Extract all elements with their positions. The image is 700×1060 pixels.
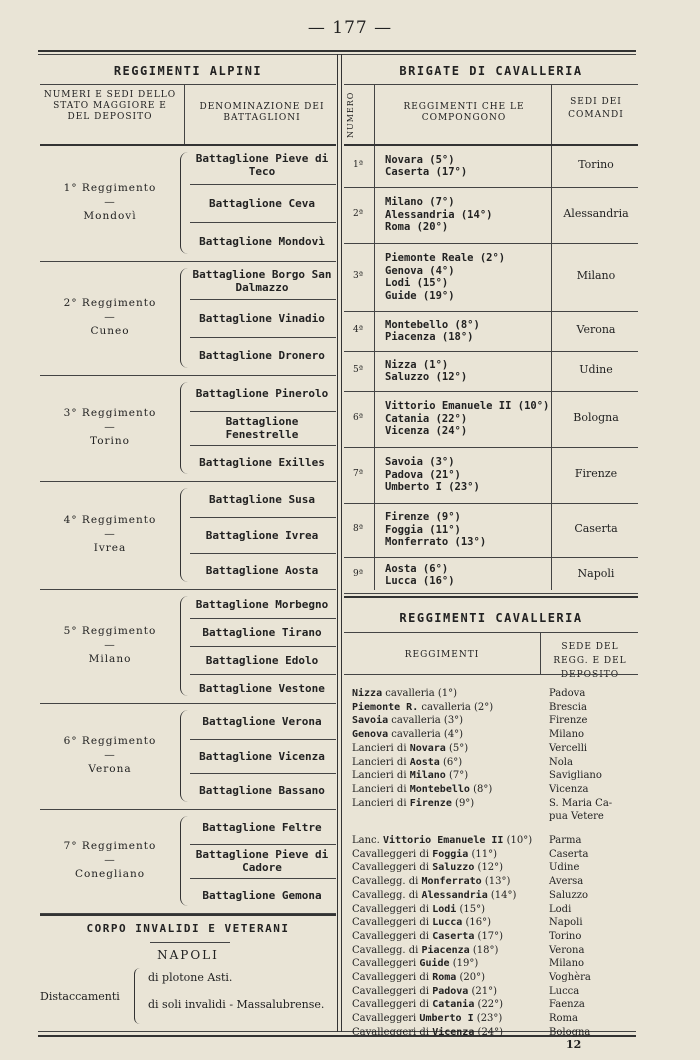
battalion-name: Battaglione Bassano xyxy=(199,784,325,798)
battalion-divider xyxy=(190,773,336,774)
cavalry-name: Roma xyxy=(432,972,457,983)
brigade-sede: Bologna xyxy=(573,411,619,424)
regiment-seat: Milano xyxy=(88,653,132,665)
alpini-col2-header: DENOMINAZIONE DEI BATTAGLIONI xyxy=(199,102,325,123)
battalion-divider xyxy=(190,844,336,845)
cavalry-name: Foggia xyxy=(432,848,469,860)
cavalry-name: Milano xyxy=(409,770,446,782)
battalion-name: Battaglione Vicenza xyxy=(199,749,325,763)
cavalry-regiment: Lancieri di Firenze (9°) xyxy=(352,797,475,809)
regiment-divider xyxy=(40,809,336,810)
cavalry-regiment: Cavalleggeri Guide (19°) xyxy=(352,958,479,970)
cavalry-sede: Lodi xyxy=(549,903,572,915)
bottom-rule xyxy=(38,1035,636,1037)
cavalry-regiment: Lancieri di Milano (7°) xyxy=(352,770,469,782)
battalion-divider xyxy=(190,222,336,223)
brigade-regiment: Roma (20°) xyxy=(385,221,449,234)
battalion-divider xyxy=(190,517,336,518)
cavalry-sede: Bologna xyxy=(549,1026,591,1038)
brigade-regiment: Savoia (3°) xyxy=(385,456,455,469)
cavalry-regiment: Cavallegg. di Monferrato (13°) xyxy=(352,876,511,888)
battalion-name: Battaglione Ceva xyxy=(209,196,315,210)
battalion-divider xyxy=(190,184,336,185)
brigate-col-num: NUMERO xyxy=(346,91,355,139)
cavalry-name: Piemonte R. xyxy=(352,701,419,713)
battalion-divider xyxy=(190,553,336,554)
battalion-name: Battaglione Pieve di Cadore xyxy=(195,848,329,874)
brigade-divider xyxy=(344,447,638,448)
regiment-divider xyxy=(40,375,336,376)
regiment-divider xyxy=(40,261,336,262)
regiment-dash: — xyxy=(104,639,116,651)
cavalry-sede: Faenza xyxy=(549,999,585,1011)
battalion-divider xyxy=(190,411,336,412)
battalion-name: Battaglione Vestone xyxy=(199,681,325,695)
cavalry-regiment: Cavalleggeri di Roma (20°) xyxy=(352,972,486,983)
regiment-number: 3° Reggimento xyxy=(63,407,157,419)
cavalry-regiment: Cavalleggeri di Lucca (16°) xyxy=(352,917,492,929)
brigade-regiment: Monferrato (13°) xyxy=(385,536,487,549)
battalion-name: Battaglione Mondovì xyxy=(199,234,325,248)
cavalry-name: Nizza xyxy=(352,688,383,699)
cavalry-sede: Voghèra xyxy=(549,972,591,983)
battalion-name: Battaglione Aosta xyxy=(205,563,319,577)
brigade-regiment: Vicenza (24°) xyxy=(385,425,468,438)
brigade-number: 6ª xyxy=(352,413,363,423)
cavalry-name: Aosta xyxy=(409,756,440,768)
brigade-divider xyxy=(344,557,638,558)
cavalry-sede: Aversa xyxy=(549,876,584,888)
cavalry-regiment: Cavalleggeri di Caserta (17°) xyxy=(352,930,504,942)
regiment-divider xyxy=(40,589,336,590)
cavalry-regiment: Lancieri di Montebello (8°) xyxy=(352,783,493,795)
cavalry-sede: Firenze xyxy=(549,715,588,727)
battalion-name: Battaglione Edolo xyxy=(205,653,319,667)
brigade-regiment: Lodi (15°) xyxy=(385,277,449,289)
cavalry-regiment: Cavalleggeri di Foggia (11°) xyxy=(352,848,498,860)
cavalry-regiment: Savoia cavalleria (3°) xyxy=(352,715,464,727)
brigade-number: 4ª xyxy=(352,325,363,335)
battalion-divider xyxy=(190,739,336,740)
regiment-dash: — xyxy=(104,749,116,761)
brigade-number: 2ª xyxy=(352,209,363,219)
cavalleria-col-regs: REGGIMENTI xyxy=(404,650,480,660)
regiment-number: 6° Reggimento xyxy=(63,735,157,747)
regiment-number: 1° Reggimento xyxy=(63,182,157,194)
cavalry-sede: Torino xyxy=(549,930,582,942)
cavalry-sede: Parma xyxy=(549,835,582,846)
cavalry-name: Padova xyxy=(432,985,469,997)
brigate-title: BRIGATE DI CAVALLERIA xyxy=(399,64,583,78)
cavalry-sede: Saluzzo xyxy=(549,889,589,901)
brigade-regiment: Lucca (16°) xyxy=(385,575,455,587)
cavalry-sede: Vercelli xyxy=(549,742,588,754)
invalidi-item-1: di plotone Asti. xyxy=(148,971,233,984)
cavalry-sede: Roma xyxy=(549,1013,578,1025)
cavalleria-title: REGGIMENTI CAVALLERIA xyxy=(399,611,583,625)
brigade-number: 1ª xyxy=(352,160,363,170)
cavalry-regiment: Nizza cavalleria (1°) xyxy=(352,688,458,699)
battalion-divider xyxy=(190,337,336,338)
cavalry-regiment: Lancieri di Novara (5°) xyxy=(352,742,469,754)
cavalry-sede: Napoli xyxy=(549,917,583,929)
brigade-sede: Caserta xyxy=(574,522,618,535)
cavalry-sede: Brescia xyxy=(549,701,587,713)
cavalry-name: Saluzzo xyxy=(432,862,475,874)
brigade-number: 8ª xyxy=(352,524,363,534)
cavalry-name: Alessandria xyxy=(421,889,488,901)
cavalry-name: Savoia xyxy=(352,715,389,727)
cavalry-sede: Udine xyxy=(549,862,580,874)
cavalry-name: Lucca xyxy=(432,917,463,929)
regiment-seat: Conegliano xyxy=(74,868,146,880)
column-separator xyxy=(337,54,338,1032)
cavalry-regiment: Cavalleggeri di Padova (21°) xyxy=(352,985,498,997)
brigade-sede: Firenze xyxy=(574,467,618,480)
regiment-divider xyxy=(40,703,336,704)
battalion-divider xyxy=(190,618,336,619)
brigade-sede: Udine xyxy=(579,363,613,376)
brigade-divider xyxy=(344,391,638,392)
regiment-seat: Mondovì xyxy=(83,210,137,222)
cavalry-regiment: Cavalleggeri di Catania (22°) xyxy=(352,999,504,1011)
cavalry-name: Montebello xyxy=(409,783,470,795)
regiment-number: 4° Reggimento xyxy=(63,514,157,526)
battalion-name: Battaglione Ivrea xyxy=(205,528,319,542)
cavalry-sede: Nola xyxy=(549,756,573,768)
brigade-divider xyxy=(344,243,638,244)
battalion-divider xyxy=(190,646,336,647)
brigade-sede: Alessandria xyxy=(563,207,629,220)
brigade-regiment: Montebello (8°) xyxy=(385,318,480,331)
brigade-regiment: Umberto I (23°) xyxy=(385,481,480,494)
brigade-regiment: Padova (21°) xyxy=(385,468,461,481)
brigade-regiment: Nizza (1°) xyxy=(385,358,449,371)
invalidi-city: NAPOLI xyxy=(157,948,219,962)
regiment-dash: — xyxy=(104,196,116,208)
brigade-regiment: Vittorio Emanuele II (10°) xyxy=(385,400,550,413)
battalion-divider xyxy=(190,878,336,879)
invalidi-label: Distaccamenti xyxy=(40,990,120,1003)
brigade-regiment: Milano (7°) xyxy=(385,196,455,209)
brigade-divider xyxy=(344,311,638,312)
regiment-number: 2° Reggimento xyxy=(63,297,157,309)
cavalry-regiment: Cavalleggeri di Saluzzo (12°) xyxy=(352,862,504,874)
brigade-divider xyxy=(344,593,638,594)
cavalry-name: Monferrato xyxy=(421,876,482,888)
battalion-name: Battaglione Vinadio xyxy=(199,311,325,325)
brigade-sede: Napoli xyxy=(577,567,615,580)
regiment-dash: — xyxy=(104,854,116,866)
battalion-name: Battaglione Morbegno xyxy=(195,597,329,611)
battalion-name: Battaglione Gemona xyxy=(202,888,322,902)
brigade-number: 5ª xyxy=(352,365,363,375)
corner-mark: 12 xyxy=(566,1038,582,1051)
regiment-seat: Verona xyxy=(88,763,132,775)
cavalry-name: Vittorio Emanuele II xyxy=(383,835,504,846)
cavalry-sede: Milano xyxy=(549,958,585,970)
regiment-dash: — xyxy=(104,421,116,433)
cavalry-regiment: Lancieri di Aosta (6°) xyxy=(352,756,463,768)
regiment-dash: — xyxy=(104,528,116,540)
invalidi-item-2: di soli invalidi - Massalubrense. xyxy=(148,998,325,1011)
regiment-seat: Cuneo xyxy=(90,325,130,337)
regiment-seat: Torino xyxy=(90,435,130,447)
cavalry-name: Catania xyxy=(432,999,475,1011)
brigade-regiment: Piemonte Reale (2°) xyxy=(385,252,506,264)
cavalry-sede: Milano xyxy=(549,729,585,741)
battalion-divider xyxy=(190,674,336,675)
cavalry-regiment: Genova cavalleria (4°) xyxy=(352,729,464,741)
cavalry-sede: pua Vetere xyxy=(549,811,604,823)
battalion-name: Battaglione Feltre xyxy=(202,820,322,834)
cavalry-regiment: Piemonte R. cavalleria (2°) xyxy=(352,701,494,713)
alpini-title: REGGIMENTI ALPINI xyxy=(113,64,263,78)
brigade-regiment: Caserta (17°) xyxy=(385,166,468,178)
cavalry-sede: Verona xyxy=(549,944,585,956)
brigade-regiment: Catania (22°) xyxy=(385,412,468,425)
cavalry-sede: Savigliano xyxy=(549,770,602,782)
cavalry-sede: S. Maria Ca- xyxy=(549,797,613,809)
regiment-number: 5° Reggimento xyxy=(63,625,157,637)
cavalry-regiment: Lanc. Vittorio Emanuele II (10°) xyxy=(352,835,533,846)
brigade-regiment: Genova (4°) xyxy=(385,264,455,277)
cavalry-regiment: Cavallegg. di Alessandria (14°) xyxy=(352,889,517,901)
column-separator-2 xyxy=(341,54,342,1032)
battalion-divider xyxy=(190,445,336,446)
battalion-name: Battaglione Borgo San Dalmazzo xyxy=(192,267,332,294)
battalion-name: Battaglione Susa xyxy=(209,493,315,507)
invalidi-brace xyxy=(134,968,143,1024)
cavalry-name: Piacenza xyxy=(421,944,470,956)
battalion-name: Battaglione Pinerolo xyxy=(195,386,329,400)
brigade-regiment: Foggia (11°) xyxy=(385,523,461,536)
cavalry-name: Novara xyxy=(409,742,446,754)
brigade-divider xyxy=(344,351,638,352)
brigade-regiment: Novara (5°) xyxy=(385,153,455,166)
regiment-dash: — xyxy=(104,311,116,323)
battalion-name: Battaglione Exilles xyxy=(199,456,325,470)
brigade-regiment: Alessandria (14°) xyxy=(385,208,493,221)
brigade-regiment: Piacenza (18°) xyxy=(385,331,474,343)
cavalry-name: Guide xyxy=(419,958,450,970)
battalion-name: Battaglione Pieve di Teco xyxy=(195,152,329,178)
battalion-name: Battaglione Fenestrelle xyxy=(225,415,299,441)
cavalleria-col-sede: SEDE DEL REGG. E DEL DEPOSITO xyxy=(553,642,627,680)
battalion-name: Battaglione Verona xyxy=(202,714,322,728)
brigade-sede: Milano xyxy=(576,269,616,282)
battalion-name: Battaglione Tirano xyxy=(202,625,322,639)
cavalry-sede: Vicenza xyxy=(549,783,589,795)
regiment-divider xyxy=(40,481,336,482)
brigade-regiment: Firenze (9°) xyxy=(385,511,461,524)
cavalry-regiment: Cavalleggeri di Vicenza (24°) xyxy=(352,1026,504,1038)
cavalry-name: Caserta xyxy=(432,930,475,942)
cavalry-sede: Padova xyxy=(549,688,586,699)
brigade-sede: Verona xyxy=(576,323,616,336)
invalidi-title: CORPO INVALIDI E VETERANI xyxy=(86,922,290,935)
brigade-divider xyxy=(344,503,638,504)
cavalry-name: Genova xyxy=(352,729,389,741)
brigade-number: 7ª xyxy=(352,469,363,479)
cavalry-sede: Lucca xyxy=(549,985,580,997)
regiment-seat: Ivrea xyxy=(93,542,127,554)
cavalry-name: Vicenza xyxy=(432,1026,475,1038)
alpini-col1-header: NUMERI E SEDI DELLO STATO MAGGIORE E DEL DEPOSITO xyxy=(43,90,177,122)
brigade-regiment: Saluzzo (12°) xyxy=(385,371,468,383)
brigate-col-sede: SEDI DEI COMANDI xyxy=(568,97,624,120)
battalion-divider xyxy=(190,299,336,300)
page-number: — 177 — xyxy=(307,18,393,38)
cavalry-regiment: Cavallegg. di Piacenza (18°) xyxy=(352,944,499,956)
top-rule xyxy=(38,50,636,52)
brigade-divider xyxy=(344,187,638,188)
brigate-col-regs: REGGIMENTI CHE LE COMPONGONO xyxy=(403,102,525,123)
brigade-regiment: Guide (19°) xyxy=(385,289,455,302)
cavalry-sede: Caserta xyxy=(549,848,589,860)
cavalry-regiment: Cavalleggeri di Lodi (15°) xyxy=(352,903,486,915)
cavalry-regiment: Cavalleggeri Umberto I (23°) xyxy=(352,1013,503,1025)
brigade-regiment: Aosta (6°) xyxy=(385,562,449,575)
brigade-sede: Torino xyxy=(578,158,614,171)
regiment-number: 7° Reggimento xyxy=(63,840,157,852)
brigade-number: 3ª xyxy=(352,271,363,281)
brigade-number: 9ª xyxy=(352,569,363,579)
battalion-name: Battaglione Dronero xyxy=(199,348,325,362)
cavalry-name: Firenze xyxy=(409,797,452,809)
cavalry-name: Umberto I xyxy=(419,1013,474,1025)
cavalry-name: Lodi xyxy=(432,903,457,915)
